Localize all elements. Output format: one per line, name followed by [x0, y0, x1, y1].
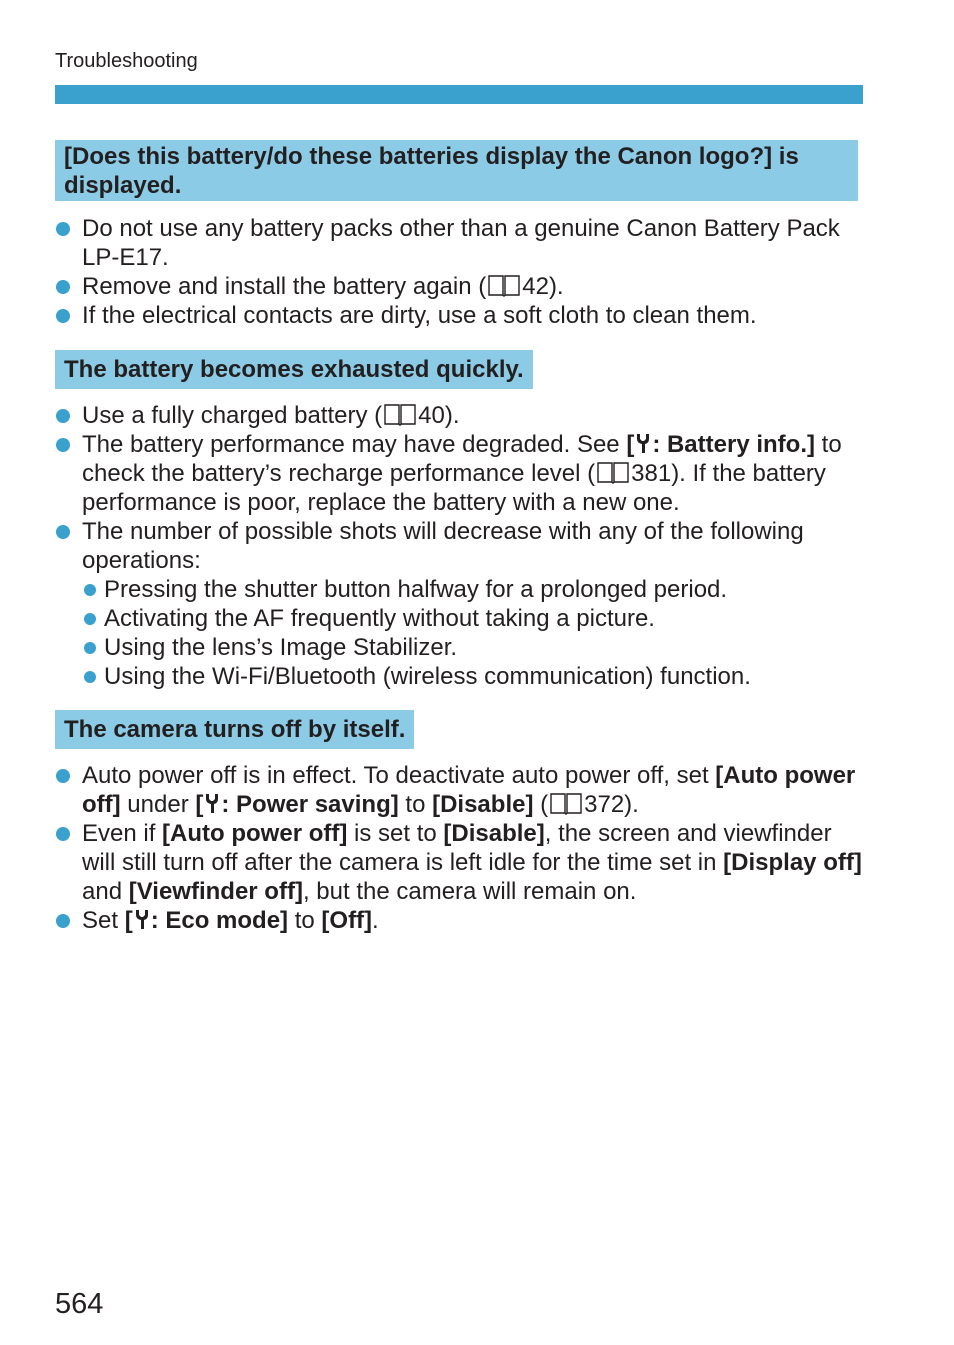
list-item: Do not use any battery packs other than a genuine Canon Battery Pack LP-E17. [55, 214, 865, 272]
sub-list-item: Using the lens’s Image Stabilizer. [82, 633, 865, 662]
book-reference-icon [383, 402, 417, 426]
list-item: Remove and install the battery again ( 42). [55, 272, 865, 301]
list-battery-exhausted [55, 401, 865, 691]
list-item: The battery performance may have degraded. See [ : Battery info.] to check the battery’s recharge performance level ( 381). If the battery performance is poor, replace the battery with a new one. [55, 430, 865, 517]
sub-list-item: Using the Wi-Fi/Bluetooth (wireless communication) function. [82, 662, 865, 691]
list-item: Use a fully charged battery ( 40). [55, 401, 865, 430]
list-canon-logo [55, 214, 865, 330]
book-reference-icon [596, 460, 630, 484]
heading-text: The camera turns off by itself. [64, 716, 406, 743]
heading-text: [Does this battery/do these batteries display the Canon logo?] is displayed. [64, 142, 799, 199]
sub-list [82, 575, 865, 691]
sub-list-item: Activating the AF frequently without taking a picture. [82, 604, 865, 633]
heading-text: The battery becomes exhausted quickly. [64, 356, 524, 383]
sub-list-item: Pressing the shutter button halfway for a prolonged period. [82, 575, 865, 604]
list-item: If the electrical contacts are dirty, use a soft cloth to clean them. [55, 301, 865, 330]
section-color-bar [55, 85, 863, 104]
section-label: Troubleshooting [55, 50, 198, 72]
list-item: Auto power off is in effect. To deactivate auto power off, set [Auto power off] under [ : Power saving] to [Disable] ( 372). [55, 761, 865, 819]
heading-camera-turns-off [55, 710, 414, 749]
set-up-wrench-icon [635, 432, 651, 454]
book-reference-icon [549, 791, 583, 815]
list-item: The number of possible shots will decrease with any of the following operations: Pressing the shutter button halfway for a prolonged period. Activating the AF frequently without taking a picture. Using the lens’s Image Stabilizer. Using the Wi-Fi/Bluetooth (wireless communication) function. [55, 517, 865, 691]
list-item: Set [ : Eco mode] to [Off]. [55, 906, 865, 935]
book-reference-icon [487, 273, 521, 297]
heading-battery-exhausted [55, 350, 533, 389]
set-up-wrench-icon [134, 908, 150, 930]
list-camera-turns-off [55, 761, 865, 935]
set-up-wrench-icon [204, 792, 220, 814]
heading-canon-logo [55, 140, 858, 201]
list-item: Even if [Auto power off] is set to [Disable], the screen and viewfinder will still turn off after the camera is left idle for the time set in [Display off] and [Viewfinder off], but the camera will remain on. [55, 819, 865, 906]
page-number: 564 [55, 1288, 104, 1320]
